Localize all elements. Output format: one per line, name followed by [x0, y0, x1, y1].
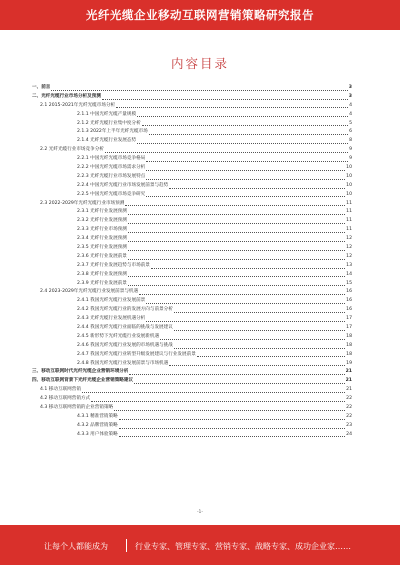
- toc-entry-page: 11: [346, 218, 352, 224]
- toc-entry[interactable]: [32, 306, 352, 315]
- toc-entry[interactable]: [32, 226, 352, 235]
- toc-entry-page: 9: [349, 156, 352, 162]
- toc-entry-title: 二、光纤光缆行业市场分析及预测: [32, 93, 101, 99]
- toc-entry-page: 16: [346, 289, 352, 295]
- toc-entry[interactable]: [32, 182, 352, 191]
- toc-entry[interactable]: [32, 235, 352, 244]
- toc-entry-page: 11: [346, 200, 352, 206]
- toc-dot-leader: [146, 170, 345, 171]
- toc-entry-page: 21: [346, 387, 352, 393]
- toc-entry[interactable]: [32, 200, 352, 209]
- toc-entry-title: 四、移动互联网背景下光纤光缆企业营销策略建议: [32, 378, 134, 384]
- toc-entry-title: 4.3 移动互联网营销的企业营销策略: [40, 405, 114, 411]
- toc-entry-title: 2.1.1 中国光纤光缆产量规模: [77, 111, 137, 117]
- toc-dot-leader: [160, 339, 345, 340]
- toc-entry-title: 2.3.7 光纤行业发展趋势与市场前景: [77, 262, 150, 268]
- toc-entry-title: 一、前言: [32, 84, 51, 90]
- toc-dot-leader: [146, 179, 345, 180]
- toc-entry-title: 2.4.2 我国光纤光缆行业的发展方向与前景分析: [77, 307, 173, 313]
- toc-entry-page: 10: [346, 173, 352, 179]
- toc-entry-title: 2.3.5 光纤行业发展预测: [77, 245, 127, 251]
- toc-entry-page: 23: [346, 422, 352, 428]
- toc-entry-page: 17: [346, 316, 352, 322]
- toc-dot-leader: [102, 99, 348, 100]
- toc-entry[interactable]: [32, 422, 352, 431]
- toc-entry-page: 5: [349, 120, 352, 126]
- toc-entry[interactable]: [32, 288, 352, 297]
- toc-entry-page: 12: [346, 236, 352, 242]
- toc-dot-leader: [169, 188, 345, 189]
- toc-entry-title: 2.2.3 光纤光缆行业市场发展特点: [77, 173, 146, 179]
- toc-entry[interactable]: [32, 102, 352, 111]
- toc-entry[interactable]: [32, 191, 352, 200]
- toc-entry-title: 2.3.2 光纤行业发展预测: [77, 218, 127, 224]
- toc-entry-page: 11: [346, 209, 352, 215]
- toc-entry-title: 2.4.7 我国光纤光缆行业转型升级发展建议与行业发展前景: [77, 351, 196, 357]
- toc-dot-leader: [146, 321, 345, 322]
- toc-entry[interactable]: [32, 404, 352, 413]
- footer-tagline: 行业专家、管理专家、营销专家、战略专家、成功企业家……: [135, 542, 351, 551]
- toc-dot-leader: [197, 356, 345, 357]
- toc-entry-page: 10: [346, 165, 352, 170]
- toc-entry-title: 4.3.2 品牌营销策略: [77, 422, 118, 428]
- toc-entry-title: 2.3 2022-2029年光纤光缆行业市场预测: [40, 200, 125, 206]
- toc-entry-title: 2.4.6 我国光纤光缆行业发展的市场机遇与挑战: [77, 342, 173, 348]
- toc-entry-title: 2.3.4 光纤行业发展预测: [77, 236, 127, 242]
- toc-entry[interactable]: [32, 280, 352, 289]
- toc-dot-leader: [149, 134, 348, 135]
- toc-entry-page: 22: [346, 413, 352, 419]
- toc-entry-page: 9: [349, 147, 352, 153]
- toc-entry[interactable]: [32, 395, 352, 404]
- report-footer: [0, 525, 400, 565]
- toc-dot-leader: [146, 196, 345, 197]
- toc-entry[interactable]: [32, 137, 352, 146]
- toc-dot-leader: [142, 125, 348, 126]
- toc-dot-leader: [128, 285, 345, 286]
- footer-slogan: 让每个人都能成为: [44, 542, 108, 551]
- toc-entry-page: 10: [346, 191, 352, 197]
- toc-entry[interactable]: [32, 244, 352, 253]
- page-number: -1-: [196, 510, 204, 515]
- toc-entry[interactable]: [32, 208, 352, 217]
- toc-entry-title: 2.4.5 新形势下光纤光缆行业发展新机遇: [77, 333, 160, 339]
- toc-dot-leader: [128, 223, 345, 224]
- toc-entry-page: 16: [346, 298, 352, 304]
- toc-entry-page: 22: [346, 396, 352, 402]
- toc-entry-page: 17: [346, 325, 352, 331]
- toc-dot-leader: [174, 330, 345, 331]
- toc-entry-title: 2.3.8 光纤行业发展预测: [77, 271, 127, 277]
- toc-entry[interactable]: [32, 146, 352, 155]
- toc-entry-page: 4: [349, 111, 352, 117]
- toc-dot-leader: [151, 268, 345, 269]
- toc-entry-title: 2.3.9 光纤行业发展前景: [77, 280, 127, 286]
- toc-dot-leader: [128, 214, 345, 215]
- footer-divider: [126, 539, 127, 552]
- toc-dot-leader: [128, 276, 345, 277]
- toc-dot-leader: [114, 410, 345, 411]
- toc-entry[interactable]: [32, 111, 352, 120]
- toc-entry[interactable]: [32, 431, 352, 440]
- toc-entry[interactable]: [32, 120, 352, 129]
- toc-dot-leader: [128, 250, 345, 251]
- toc-entry[interactable]: [32, 164, 352, 173]
- toc-entry[interactable]: [32, 253, 352, 262]
- toc-dot-leader: [91, 401, 345, 402]
- toc-dot-leader: [116, 107, 348, 108]
- toc-entry[interactable]: [32, 342, 352, 351]
- toc-entry-page: 21: [345, 369, 352, 375]
- toc-entry-page: 24: [346, 431, 352, 437]
- toc-entry-page: 15: [346, 280, 352, 286]
- toc-entry-page: 6: [349, 129, 352, 135]
- toc-dot-leader: [139, 294, 345, 295]
- toc-dot-leader: [128, 232, 345, 233]
- toc-dot-leader: [82, 392, 345, 393]
- toc-dot-leader: [105, 152, 348, 153]
- toc-entry[interactable]: [32, 271, 352, 280]
- toc-entry-title: 2.3.1 光纤行业发展预测: [77, 209, 127, 215]
- toc-dot-leader: [174, 348, 345, 349]
- toc-entry-title: 三、移动互联网时代光纤光缆企业营销环境分析: [32, 369, 129, 375]
- toc-dot-leader: [128, 241, 345, 242]
- toc-dot-leader: [146, 303, 345, 304]
- toc-entry-page: 19: [346, 360, 352, 366]
- toc-entry[interactable]: [32, 155, 352, 164]
- toc-entry-title: 2.1 2015-2021年光纤光缆市场分析: [40, 102, 116, 108]
- toc-entry[interactable]: [32, 369, 352, 378]
- toc-entry-title: 2.2.5 中国光纤光缆市场竞争研究: [77, 191, 146, 197]
- toc-dot-leader: [146, 161, 348, 162]
- toc-entry[interactable]: [32, 351, 352, 360]
- toc-dot-leader: [51, 90, 347, 91]
- toc-entry-title: 2.4.3 光纤光缆行业发展机遇分析: [77, 316, 146, 322]
- toc-dot-leader: [174, 312, 345, 313]
- toc-entry[interactable]: [32, 297, 352, 306]
- toc-dot-leader: [134, 383, 345, 384]
- toc-dot-leader: [137, 116, 348, 117]
- toc-entry-page: 4: [349, 102, 352, 108]
- toc-entry-page: 3: [348, 84, 352, 90]
- toc-entry-title: 2.4.8 我国光纤光缆行业发展前景与市场机遇: [77, 360, 169, 366]
- toc-entry-title: 2.2.4 中国光纤光缆行业市场发展前景与趋势: [77, 182, 169, 188]
- toc-entry[interactable]: [32, 262, 352, 271]
- toc-dot-leader: [128, 259, 345, 260]
- toc-entry[interactable]: [32, 173, 352, 182]
- toc-entry-page: 11: [346, 227, 352, 233]
- toc-entry-page: 22: [346, 405, 352, 411]
- toc-entry-title: 2.4 2023-2029年光纤光缆行业发展前景与机遇: [40, 289, 139, 295]
- toc-entry[interactable]: [32, 93, 352, 102]
- toc-entry[interactable]: [32, 360, 352, 369]
- toc-entry[interactable]: [32, 413, 352, 422]
- toc-entry-title: 2.1.3 2022年上半年光纤光缆市场: [77, 129, 148, 135]
- toc-entry-title: 2.3.3 光纤行业市场预测: [77, 227, 127, 233]
- toc-entry-page: 3: [348, 93, 352, 99]
- toc-entry[interactable]: [32, 128, 352, 137]
- toc-entry-page: 18: [346, 333, 352, 339]
- toc-entry-title: 2.4.1 我国光纤光缆行业发展前景: [77, 298, 146, 304]
- toc-entry[interactable]: [32, 377, 352, 386]
- toc-entry[interactable]: [32, 84, 352, 93]
- toc-entry-page: 12: [346, 245, 352, 251]
- report-title: 光纤光缆企业移动互联网营销策略研究报告: [86, 8, 314, 22]
- toc-entry-title: 2.3.6 光纤行业发展前景: [77, 253, 127, 259]
- toc-entry-page: 14: [346, 271, 352, 277]
- toc-entry-title: 2.1.4 光纤光缆行业发展态势: [77, 138, 137, 144]
- toc-dot-leader: [129, 374, 344, 375]
- toc-entry-page: 18: [346, 351, 352, 357]
- toc-entry-page: 21: [345, 378, 352, 384]
- toc-entry-page: 10: [346, 182, 352, 188]
- table-of-contents: [32, 84, 352, 440]
- toc-dot-leader: [169, 365, 345, 366]
- toc-entry-title: 2.1.2 光纤光缆行业集中度分析: [77, 120, 141, 126]
- toc-entry-page: 12: [346, 253, 352, 259]
- toc-entry[interactable]: [32, 217, 352, 226]
- toc-dot-leader: [137, 143, 348, 144]
- toc-dot-leader: [119, 436, 345, 437]
- toc-entry[interactable]: [32, 333, 352, 342]
- toc-entry[interactable]: [32, 315, 352, 324]
- toc-dot-leader: [119, 419, 345, 420]
- toc-dot-leader: [119, 428, 345, 429]
- toc-entry[interactable]: [32, 386, 352, 395]
- toc-heading: 内容目录: [170, 56, 229, 71]
- toc-entry-title: 4.3.1 精准营销策略: [77, 413, 118, 419]
- toc-entry-title: 4.2 移动互联网营销方式: [40, 396, 91, 402]
- toc-entry-title: 4.1 移动互联网营销: [40, 387, 81, 393]
- report-header: [0, 0, 400, 30]
- toc-entry-page: 8: [349, 138, 352, 144]
- toc-entry-title: 2.2.2 中国光纤光缆市场需求分析: [77, 165, 146, 170]
- toc-entry-page: 16: [346, 307, 352, 313]
- toc-entry-title: 4.3.3 用户体验策略: [77, 431, 118, 437]
- toc-entry[interactable]: [32, 324, 352, 333]
- toc-entry-title: 2.2 光纤光缆行业市场竞争分析: [40, 147, 104, 153]
- toc-entry-page: 13: [346, 262, 352, 268]
- toc-dot-leader: [125, 205, 345, 206]
- toc-entry-page: 18: [346, 342, 352, 348]
- toc-entry-title: 2.2.1 中国光纤光缆市场竞争格局: [77, 156, 146, 162]
- toc-entry-title: 2.4.4 我国光纤光缆行业面临的挑战与发展建议: [77, 325, 173, 331]
